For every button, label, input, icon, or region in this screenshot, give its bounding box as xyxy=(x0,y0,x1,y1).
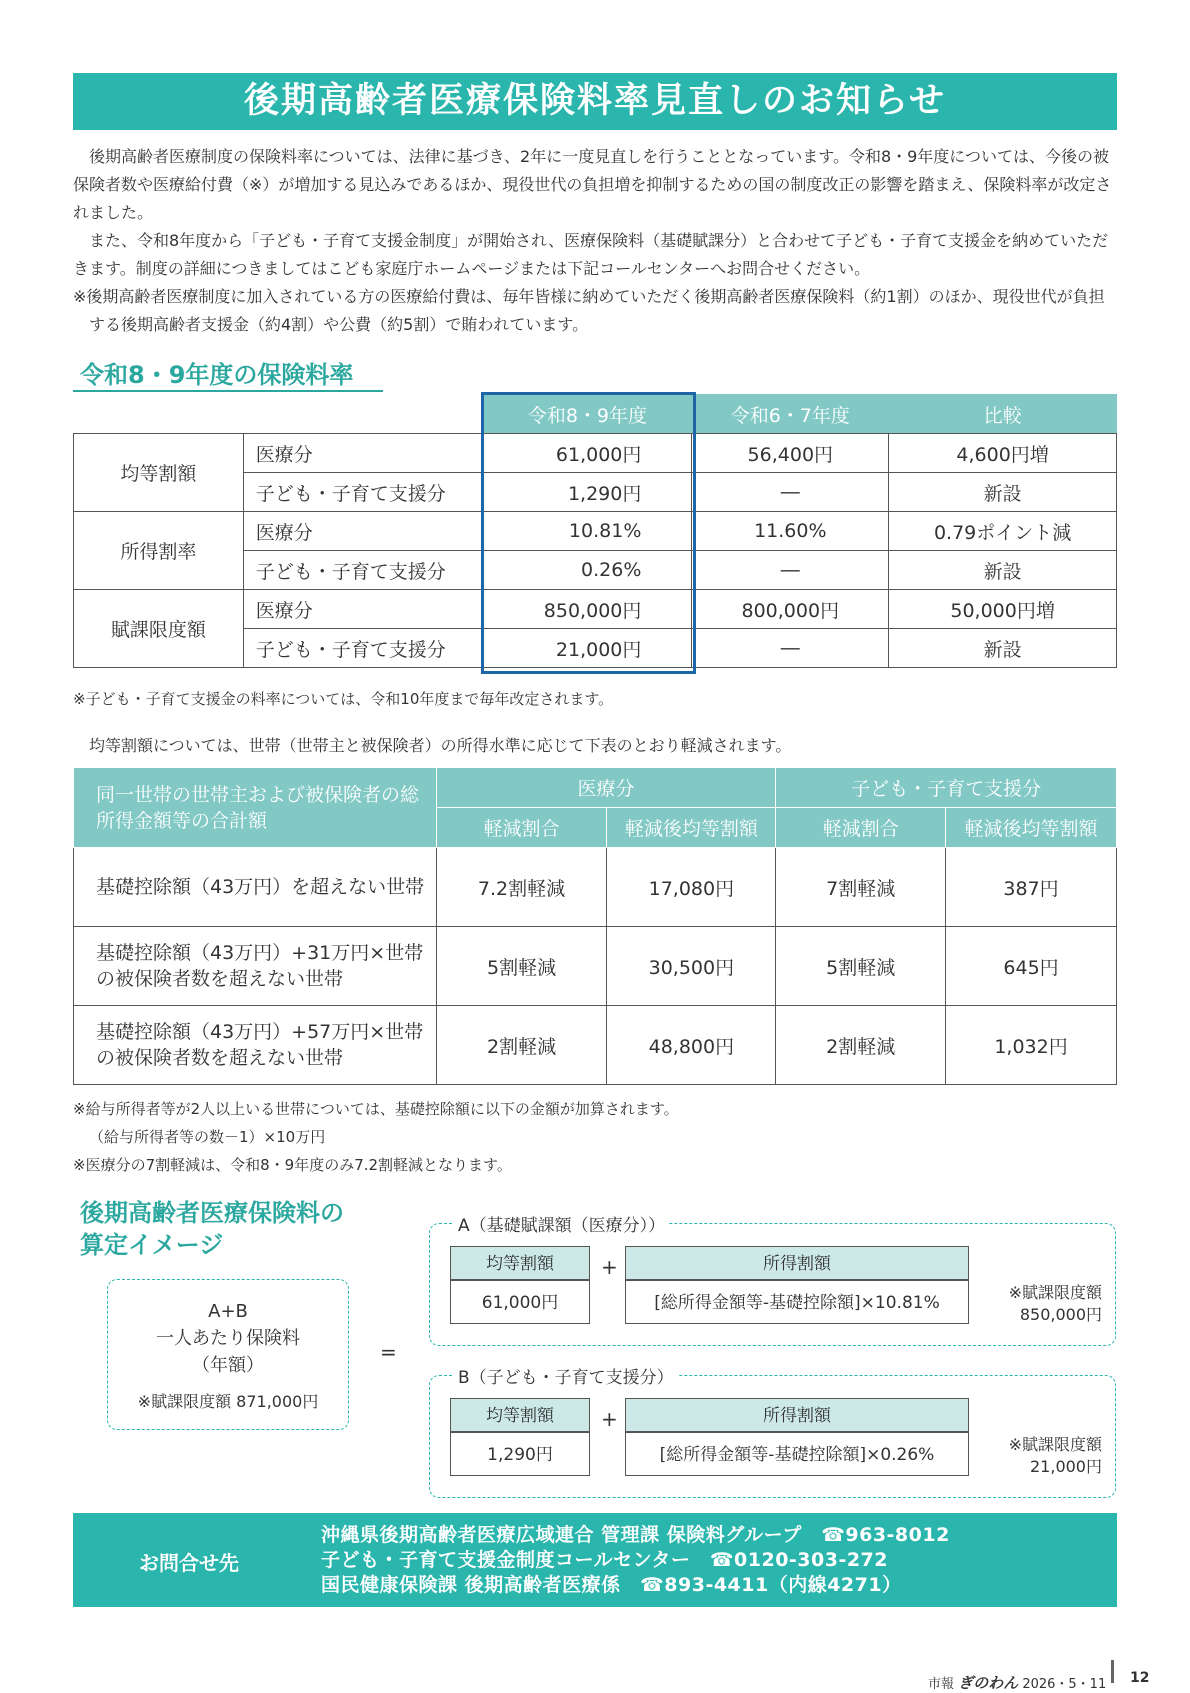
row-category: 所得割率 xyxy=(74,512,244,590)
intro-paragraph-2: また、令和8年度から「子ども・子育て支援金制度」が開始され、医療保険料（基礎賦課分）と合わせて子ども・子育て支援金を納めていただきます。制度の詳細につきましてはこども家庭庁ホームページまたは下記コールセンターへお問合せください。 xyxy=(73,231,1109,278)
total-premium-box xyxy=(107,1279,349,1430)
reduction-notes xyxy=(73,1095,679,1179)
b-limit-note xyxy=(984,1434,1102,1478)
a-income-header: 所得割額 xyxy=(625,1246,969,1280)
table-row xyxy=(74,1006,1117,1085)
a-income-value: [総所得金額等-基礎控除額]×10.81% xyxy=(625,1280,969,1324)
b-limit-label: ※賦課限度額 xyxy=(1008,1435,1102,1454)
cell-old: 56,400円 xyxy=(692,434,889,473)
reduction-lead: 均等割額については、世帯（世帯主と被保険者）の所得水準に応じて下表のとおり軽減されます。 xyxy=(89,736,792,755)
contact-line-1: 沖縄県後期高齢者医療広域連合 管理課 保険料グループ ☎963-8012 xyxy=(321,1524,950,1546)
total-formula: A+B xyxy=(208,1301,248,1322)
rates-header-old: 令和6・7年度 xyxy=(692,395,889,434)
table-row xyxy=(74,434,1117,473)
footer-city-logo: ぎのわん xyxy=(958,1674,1019,1692)
page-divider xyxy=(1111,1660,1114,1683)
cell-med-amount: 48,800円 xyxy=(607,1006,776,1085)
reduction-note-3: ※医療分の7割軽減は、令和8・9年度のみ7.2割軽減となります。 xyxy=(73,1156,512,1174)
table-row xyxy=(74,590,1117,629)
cell-child-rate: 7割軽減 xyxy=(776,848,946,927)
cell-compare: 新設 xyxy=(889,473,1117,512)
row-subcategory: 子ども・子育て支援分 xyxy=(243,551,483,590)
reduction-header-main: 同一世帯の世帯主および被保険者の総所得金額等の合計額 xyxy=(74,768,437,848)
cell-old: 800,000円 xyxy=(692,590,889,629)
contact-band xyxy=(73,1513,1117,1607)
table-row xyxy=(74,848,1117,927)
cell-child-amount: 1,032円 xyxy=(946,1006,1117,1085)
cell-child-rate: 2割軽減 xyxy=(776,1006,946,1085)
intro-paragraph-1: 後期高齢者医療制度の保険料率については、法律に基づき、2年に一度見直しを行うこととなっています。令和8・9年度については、今後の被保険者数や医療給付費（※）が増加する見込みであるほか、現役世代の負担増を抑制するための国の制度改正の影響を踏まえ、保険料率が改定されました。 xyxy=(73,147,1112,222)
reduction-sub-amount: 軽減後均等割額 xyxy=(946,808,1117,848)
table-row xyxy=(74,927,1117,1006)
reduction-note-2: （給与所得者等の数－1）×10万円 xyxy=(89,1128,326,1146)
cell-child-amount: 387円 xyxy=(946,848,1117,927)
cell-compare: 新設 xyxy=(889,551,1117,590)
calc-heading-line-2: 算定イメージ xyxy=(80,1231,224,1259)
cell-old: ― xyxy=(692,551,889,590)
component-a-label: A（基礎賦課額（医療分）） xyxy=(454,1211,669,1236)
cell-med-rate: 5割軽減 xyxy=(436,927,607,1006)
table-row xyxy=(74,512,1117,551)
total-annual: （年額） xyxy=(192,1355,264,1376)
b-income-value: [総所得金額等-基礎控除額]×0.26% xyxy=(625,1432,969,1476)
reduction-row-label: 基礎控除額（43万円）を超えない世帯 xyxy=(74,848,437,927)
plus-sign-a: + xyxy=(601,1255,618,1279)
rates-header-new: 令和8・9年度 xyxy=(483,395,692,434)
row-subcategory: 子ども・子育て支援分 xyxy=(243,473,483,512)
contact-line-3: 国民健康保険課 後期高齢者医療係 ☎893-4411（内線4271） xyxy=(321,1574,902,1596)
cell-new: 10.81% xyxy=(483,512,692,551)
cell-new: 850,000円 xyxy=(483,590,692,629)
component-b-label: B（子ども・子育て支援分） xyxy=(454,1363,678,1388)
total-limit: ※賦課限度額 871,000円 xyxy=(137,1392,319,1411)
rates-heading-underline xyxy=(73,390,383,392)
reduction-sub-rate: 軽減割合 xyxy=(776,808,946,848)
cell-med-rate: 7.2割軽減 xyxy=(436,848,607,927)
rates-header-blank xyxy=(74,395,484,434)
row-subcategory: 子ども・子育て支援分 xyxy=(243,629,483,668)
equals-sign: = xyxy=(380,1340,397,1364)
a-per-capita-header: 均等割額 xyxy=(450,1246,590,1280)
b-per-capita-header: 均等割額 xyxy=(450,1398,590,1432)
row-subcategory: 医療分 xyxy=(243,512,483,551)
cell-old: 11.60% xyxy=(692,512,889,551)
reduction-row-label: 基礎控除額（43万円）+57万円×世帯の被保険者数を超えない世帯 xyxy=(74,1006,437,1085)
footer-date: 2026・5・11 xyxy=(1022,1677,1107,1692)
intro-text xyxy=(73,143,1117,339)
cell-new: 21,000円 xyxy=(483,629,692,668)
a-limit-value: 850,000円 xyxy=(1019,1305,1102,1324)
cell-new: 0.26% xyxy=(483,551,692,590)
page-title: 後期高齢者医療保険料率見直しのお知らせ xyxy=(73,73,1117,130)
cell-med-rate: 2割軽減 xyxy=(436,1006,607,1085)
contact-lines xyxy=(321,1523,950,1598)
reduction-row-label: 基礎控除額（43万円）+31万円×世帯の被保険者数を超えない世帯 xyxy=(74,927,437,1006)
rates-header-compare: 比較 xyxy=(889,395,1117,434)
cell-new: 1,290円 xyxy=(483,473,692,512)
b-income-header: 所得割額 xyxy=(625,1398,969,1432)
reduction-sub-rate: 軽減割合 xyxy=(436,808,607,848)
cell-compare: 0.79ポイント減 xyxy=(889,512,1117,551)
calc-heading xyxy=(80,1197,344,1261)
row-category: 均等割額 xyxy=(74,434,244,512)
reduction-note-1: ※給与所得者等が2人以上いる世帯については、基礎控除額に以下の金額が加算されます。 xyxy=(73,1100,679,1118)
cell-compare: 50,000円増 xyxy=(889,590,1117,629)
cell-old: ― xyxy=(692,629,889,668)
reduction-header-child: 子ども・子育て支援分 xyxy=(776,768,1117,808)
cell-med-amount: 30,500円 xyxy=(607,927,776,1006)
b-limit-value: 21,000円 xyxy=(1030,1457,1102,1476)
a-limit-label: ※賦課限度額 xyxy=(1008,1283,1102,1302)
rates-note: ※子ども・子育て支援金の料率については、令和10年度まで毎年改定されます。 xyxy=(73,690,614,708)
contact-line-2: 子ども・子育て支援金制度コールセンター ☎0120-303-272 xyxy=(321,1549,889,1571)
cell-child-rate: 5割軽減 xyxy=(776,927,946,1006)
a-per-capita-value: 61,000円 xyxy=(450,1280,590,1324)
a-limit-note xyxy=(984,1282,1102,1326)
plus-sign-b: + xyxy=(601,1407,618,1431)
cell-old: ― xyxy=(692,473,889,512)
row-subcategory: 医療分 xyxy=(243,590,483,629)
rates-heading: 令和8・9年度の保険料率 xyxy=(80,361,354,389)
b-per-capita-value: 1,290円 xyxy=(450,1432,590,1476)
cell-compare: 4,600円増 xyxy=(889,434,1117,473)
page-footer xyxy=(928,1672,1106,1693)
intro-note: ※後期高齢者医療制度に加入されている方の医療給付費は、毎年皆様に納めていただく後期高齢者医療保険料（約1割）のほか、現役世代が負担する後期高齢者支援金（約4割）や公費（約5割）で賄われています。 xyxy=(73,287,1105,334)
cell-new: 61,000円 xyxy=(483,434,692,473)
reduction-sub-amount: 軽減後均等割額 xyxy=(607,808,776,848)
total-label: 一人あたり保険料 xyxy=(156,1328,300,1349)
cell-med-amount: 17,080円 xyxy=(607,848,776,927)
cell-compare: 新設 xyxy=(889,629,1117,668)
contact-label: お問合せ先 xyxy=(139,1551,239,1575)
reduction-table xyxy=(73,767,1117,1085)
rates-table xyxy=(73,394,1117,668)
reduction-header-medical: 医療分 xyxy=(436,768,776,808)
calc-heading-line-1: 後期高齢者医療保険料の xyxy=(80,1199,344,1227)
row-subcategory: 医療分 xyxy=(243,434,483,473)
page-number: 12 xyxy=(1130,1670,1150,1686)
footer-prefix: 市報 xyxy=(928,1677,955,1692)
cell-child-amount: 645円 xyxy=(946,927,1117,1006)
row-category: 賦課限度額 xyxy=(74,590,244,668)
